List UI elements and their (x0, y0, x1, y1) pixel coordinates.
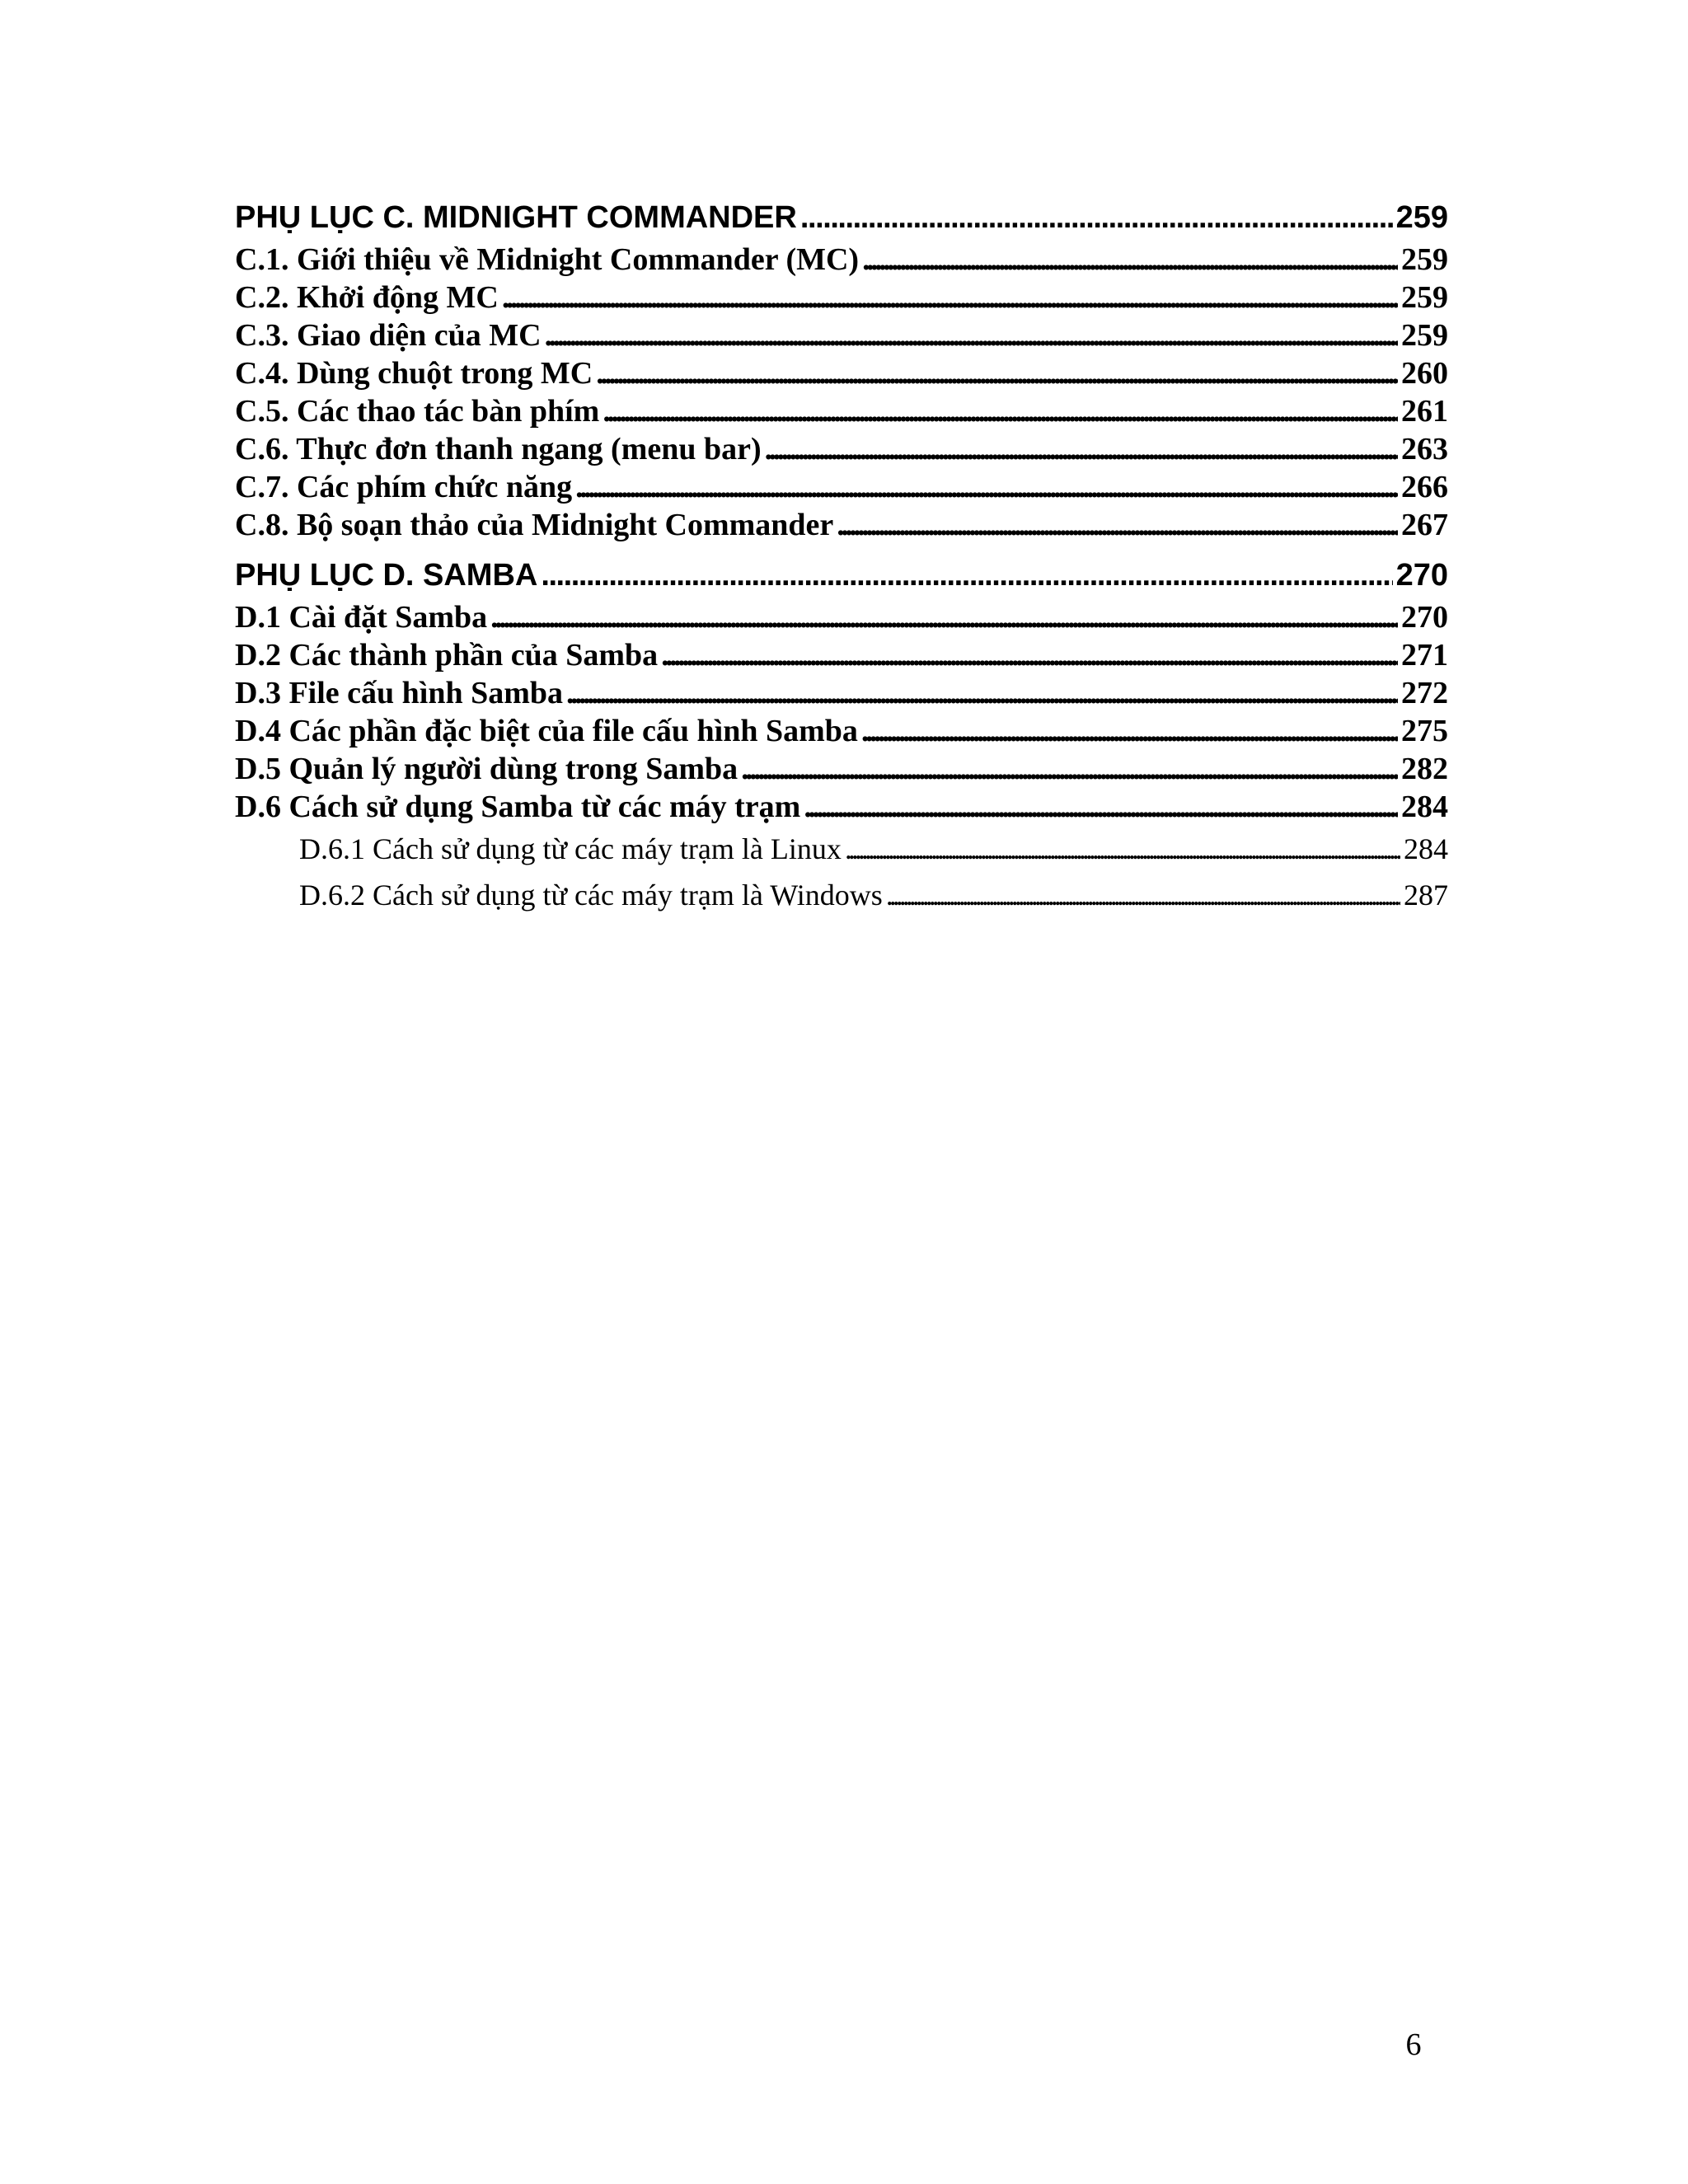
toc-page-number: 259 (1401, 280, 1448, 315)
dot-leader (502, 279, 1398, 316)
toc-page-number: 267 (1401, 508, 1448, 542)
dot-leader (490, 598, 1398, 636)
toc-section-c7[interactable] (235, 468, 1448, 506)
dot-leader (661, 636, 1398, 674)
toc-section-d5[interactable] (235, 750, 1448, 788)
toc-page-number: 282 (1401, 752, 1448, 786)
toc-section-d1[interactable] (235, 598, 1448, 636)
toc-chapter-title: PHỤ LỤC C. MIDNIGHT COMMANDER (235, 200, 797, 235)
toc-page-number: 270 (1395, 558, 1448, 593)
toc-page-number: 270 (1401, 600, 1448, 635)
toc-page-number: 260 (1401, 356, 1448, 391)
toc-section-title: C.4. Dùng chuột trong MC (235, 356, 593, 391)
dot-leader (541, 552, 1392, 598)
toc-page-number: 271 (1401, 638, 1448, 673)
toc-section-d3[interactable] (235, 674, 1448, 712)
toc-section-title: C.8. Bộ soạn thảo của Midnight Commander (235, 508, 834, 542)
toc-subsection-title: D.6.2 Cách sử dụng từ các máy trạm là Windows (299, 879, 883, 912)
toc-chapter-d[interactable] (235, 552, 1448, 598)
toc-page-number: 284 (1401, 790, 1448, 824)
dot-leader (800, 194, 1393, 241)
dot-leader (804, 788, 1398, 826)
toc-section-c4[interactable] (235, 354, 1448, 392)
toc-section-title: D.2 Các thành phần của Samba (235, 638, 659, 673)
toc-section-d2[interactable] (235, 636, 1448, 674)
toc-section-c2[interactable] (235, 279, 1448, 316)
toc-subsection-title: D.6.1 Cách sử dụng từ các máy trạm là Linux (299, 832, 842, 865)
toc-section-title: D.4 Các phần đặc biệt của file cấu hình Samba (235, 714, 858, 748)
dot-leader (862, 241, 1398, 279)
dot-leader (861, 712, 1398, 750)
dot-leader (575, 468, 1398, 506)
page-number: 6 (1405, 2027, 1422, 2062)
toc-section-c3[interactable] (235, 316, 1448, 354)
toc-section-title: C.3. Giao diện của MC (235, 318, 542, 353)
dot-leader (741, 750, 1398, 788)
toc-page-number: 272 (1401, 676, 1448, 710)
toc-section-title: D.5 Quản lý người dùng trong Samba (235, 752, 738, 786)
toc-page-number: 263 (1401, 432, 1448, 466)
dot-leader (837, 506, 1398, 544)
toc-section-title: D.1 Cài đặt Samba (235, 600, 488, 635)
toc-section-d6[interactable] (235, 788, 1448, 826)
toc-page-number: 259 (1395, 200, 1448, 235)
toc-section-title: C.6. Thực đơn thanh ngang (menu bar) (235, 432, 762, 466)
dot-leader (886, 872, 1400, 918)
toc-subsection-d6-2[interactable] (235, 872, 1448, 918)
toc-section-title: C.7. Các phím chức năng (235, 470, 573, 504)
dot-leader (545, 316, 1398, 354)
toc-section-title: D.6 Cách sử dụng Samba từ các máy trạm (235, 790, 801, 824)
dot-leader (603, 392, 1398, 430)
table-of-contents (235, 191, 1448, 918)
toc-page-number: 266 (1401, 470, 1448, 504)
toc-chapter-title: PHỤ LỤC D. SAMBA (235, 558, 538, 593)
toc-section-title: C.2. Khởi động MC (235, 280, 499, 315)
toc-section-c5[interactable] (235, 392, 1448, 430)
toc-page-number: 259 (1401, 318, 1448, 353)
toc-page-number: 275 (1401, 714, 1448, 748)
toc-subsection-d6-1[interactable] (235, 826, 1448, 872)
dot-leader (566, 674, 1398, 712)
toc-page-number: 287 (1404, 879, 1448, 912)
dot-leader (765, 430, 1398, 468)
toc-section-c1[interactable] (235, 241, 1448, 279)
toc-section-d4[interactable] (235, 712, 1448, 750)
toc-section-c6[interactable] (235, 430, 1448, 468)
toc-section-title: C.5. Các thao tác bàn phím (235, 394, 600, 429)
dot-leader (596, 354, 1398, 392)
toc-section-title: D.3 File cấu hình Samba (235, 676, 564, 710)
toc-page-number: 284 (1404, 832, 1448, 865)
toc-section-title: C.1. Giới thiệu về Midnight Commander (MC) (235, 242, 860, 277)
toc-page-number: 261 (1401, 394, 1448, 429)
toc-section-c8[interactable] (235, 506, 1448, 544)
toc-page-number: 259 (1401, 242, 1448, 277)
toc-chapter-c[interactable] (235, 194, 1448, 241)
dot-leader (845, 826, 1400, 872)
